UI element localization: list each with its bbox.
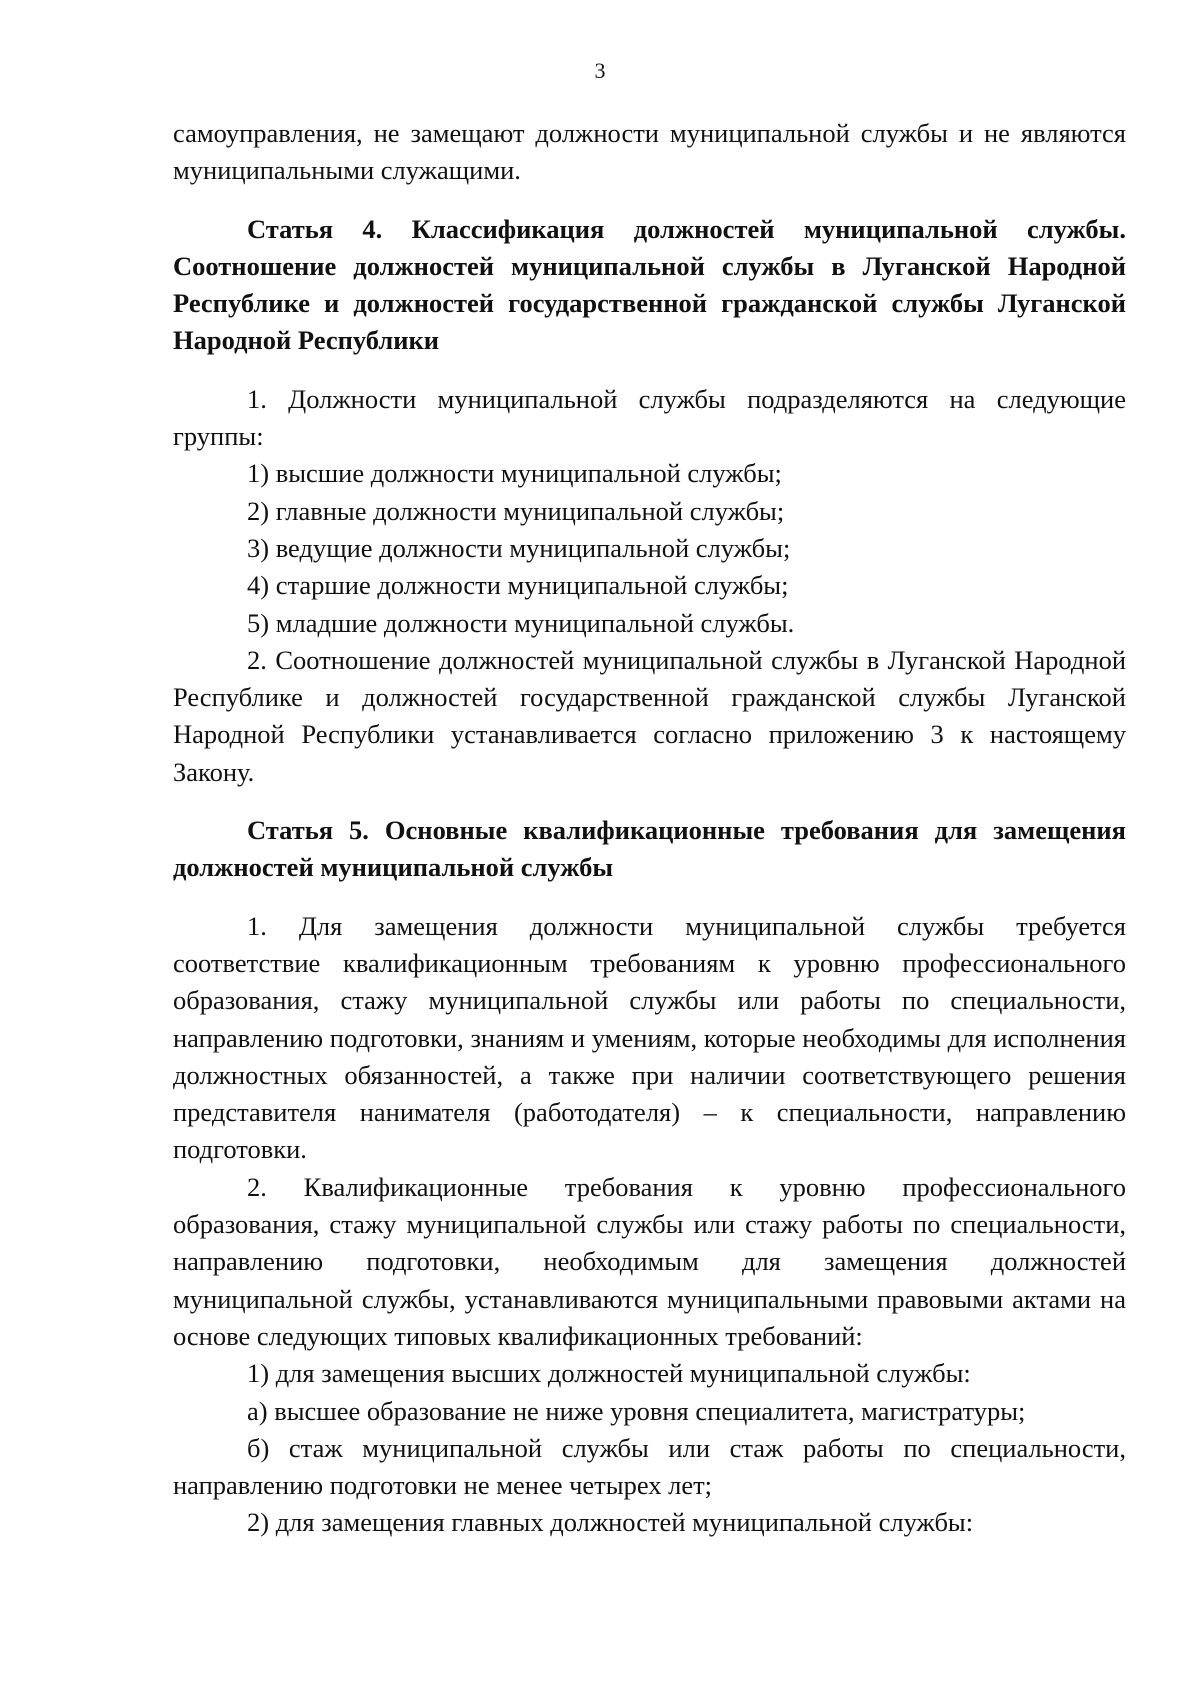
list-item: 1) высшие должности муниципальной службы; [247,458,782,489]
article-5-paragraph-1: 1. Для замещения должности муниципальной службы требуется соответствие квалификационным требованиям к уровню профессионального образования, стажу муниципальной службы или работы по специальности, направлению подготовки, знаниям и умениям, которые необходимы для исполнения должностных обязанностей, а также при наличии соответствующего решения представителя нанимателя (работодателя) – к специальности, направлению подготовки. [173,910,1126,1165]
list-item: б) стаж муниципальной службы или стаж работы по специальности, направлению подготовки не менее четырех лет; [173,1432,1126,1501]
list-item: 2) главные должности муниципальной службы; [247,495,785,526]
list-item: 3) ведущие должности муниципальной службы; [247,532,791,563]
page-number: 3 [594,58,606,83]
article-4-paragraph-2: 2. Соотношение должностей муниципальной службы в Луганской Народной Республике и должностей государственной гражданской службы Луганской Народной Республики устанавливается согласно приложению 3 к настоящему Закону. [173,644,1126,787]
document-body [173,115,1126,1542]
article-4-paragraph-1: 1. Должности муниципальной службы подразделяются на следующие группы: [173,383,1126,452]
list-item: 1) для замещения высших должностей муниципальной службы: [247,1358,971,1389]
list-item: 5) младшие должности муниципальной службы. [247,607,795,638]
spacer [173,887,1126,908]
spacer [173,791,1126,812]
list-item: 2) для замещения главных должностей муниципальной службы: [247,1507,974,1538]
list-item: а) высшее образование не ниже уровня специалитета, магистратуры; [247,1395,1026,1426]
article-4-heading: Статья 4. Классификация должностей муниципальной службы. Соотношение должностей муниципальной службы в Луганской Народной Республике и должностей государственной гражданской службы Луганской Народной Республики [173,213,1126,356]
spacer [173,360,1126,381]
list-item: 4) старшие должности муниципальной службы; [247,570,789,601]
article-5-heading: Статья 5. Основные квалификационные требования для замещения должностей муниципальной службы [173,815,1126,883]
continuation-paragraph: самоуправления, не замещают должности муниципальной службы и не являются муниципальными служащими. [173,118,1126,186]
spacer [173,190,1126,211]
article-5-paragraph-2: 2. Квалификационные требования к уровню профессионального образования, стажу муниципальной службы или стажу работы по специальности, направлению подготовки, необходимым для замещения должностей муниципальной службы, устанавливаются муниципальными правовыми актами на основе следующих типовых квалификационных требований: [173,1171,1126,1351]
